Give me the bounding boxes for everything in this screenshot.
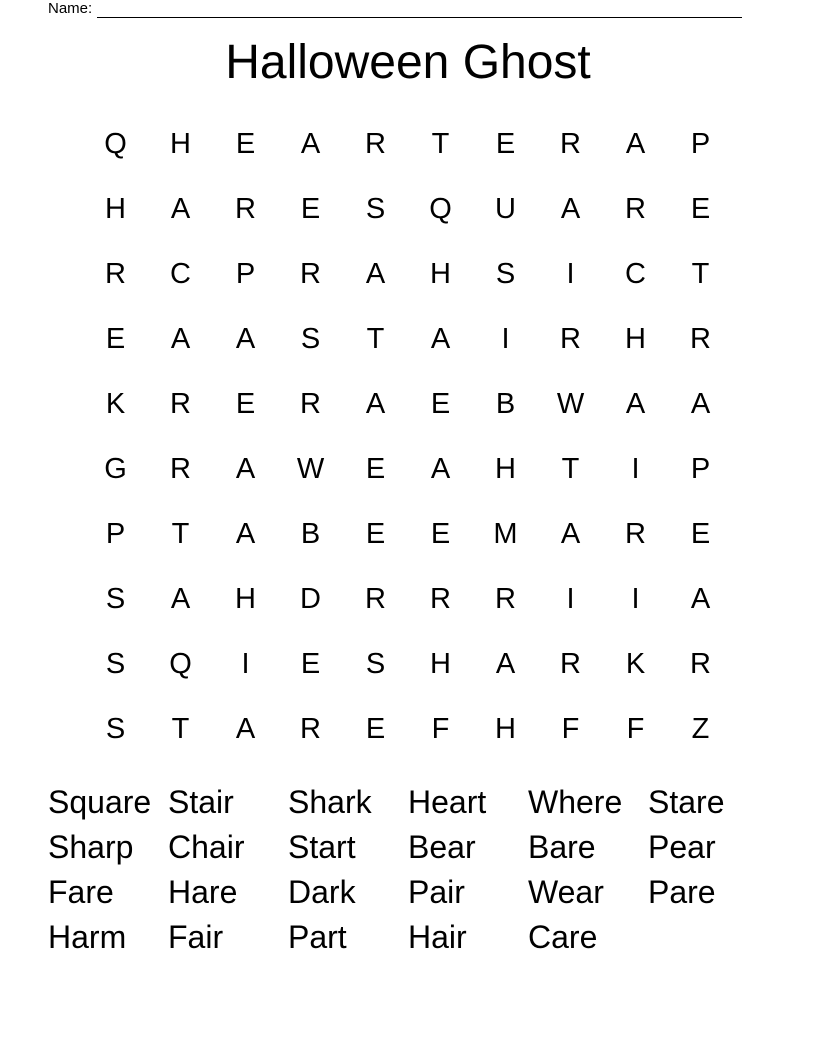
grid-letter: Z <box>691 713 710 745</box>
grid-letter: T <box>691 258 710 290</box>
grid-letter: H <box>430 648 451 680</box>
word-list-item: Bare <box>528 829 596 865</box>
name-field <box>48 0 742 18</box>
grid-letter: D <box>300 583 321 615</box>
grid-letter: K <box>625 648 646 680</box>
grid-letter: A <box>365 388 386 420</box>
grid-letter: R <box>365 128 386 160</box>
grid-letter: E <box>430 518 451 550</box>
grid-letter: H <box>495 453 516 485</box>
grid-letter: A <box>690 583 711 615</box>
letter-grid <box>83 112 733 762</box>
word-list-item: Heart <box>408 784 487 820</box>
grid-letter: A <box>430 323 451 355</box>
grid-letter: W <box>296 453 325 485</box>
grid-letter: H <box>105 193 126 225</box>
grid-letter: W <box>556 388 585 420</box>
grid-letter: P <box>235 258 256 290</box>
word-list-item: Stair <box>168 784 234 820</box>
grid-letter: R <box>300 258 321 290</box>
grid-letter: R <box>170 388 191 420</box>
grid-letter: A <box>625 388 646 420</box>
grid-letter: S <box>365 193 386 225</box>
word-list-item: Pair <box>408 874 465 910</box>
grid-letter: H <box>170 128 191 160</box>
grid-letter: R <box>690 323 711 355</box>
grid-letter: R <box>560 648 581 680</box>
grid-letter: I <box>566 583 575 615</box>
grid-letter: C <box>170 258 191 290</box>
grid-letter: I <box>566 258 575 290</box>
grid-letter: S <box>105 583 126 615</box>
grid-letter: R <box>300 713 321 745</box>
grid-letter: E <box>690 193 711 225</box>
word-list-item: Hair <box>408 919 467 955</box>
grid-letter: I <box>241 648 250 680</box>
grid-letter: E <box>105 323 126 355</box>
grid-letter: H <box>235 583 256 615</box>
grid-letter: U <box>495 193 516 225</box>
grid-letter: E <box>430 388 451 420</box>
word-list-item: Where <box>528 784 623 820</box>
grid-letter: H <box>430 258 451 290</box>
grid-letter: B <box>495 388 516 420</box>
grid-letter: I <box>631 453 640 485</box>
grid-letter: F <box>431 713 450 745</box>
word-list-item: Bear <box>408 829 476 865</box>
grid-letter: R <box>690 648 711 680</box>
grid-letter: A <box>235 453 256 485</box>
grid-letter: T <box>431 128 450 160</box>
grid-letter: F <box>626 713 645 745</box>
grid-letter: K <box>105 388 126 420</box>
grid-letter: R <box>625 193 646 225</box>
word-list-item: Pear <box>648 829 716 865</box>
grid-letter: H <box>625 323 646 355</box>
grid-letter: Q <box>429 193 452 225</box>
grid-letter: A <box>690 388 711 420</box>
word-list-item: Wear <box>528 874 604 910</box>
grid-letter: I <box>631 583 640 615</box>
grid-letter: A <box>235 323 256 355</box>
grid-letter: A <box>430 453 451 485</box>
grid-letter: R <box>300 388 321 420</box>
grid-letter: R <box>365 583 386 615</box>
word-list-item: Hare <box>168 874 238 910</box>
word-list-item: Fare <box>48 874 114 910</box>
grid-letter: E <box>300 648 321 680</box>
grid-letter: S <box>105 648 126 680</box>
grid-letter: A <box>300 128 321 160</box>
grid-letter: T <box>561 453 580 485</box>
grid-letter: A <box>170 583 191 615</box>
grid-letter: R <box>495 583 516 615</box>
grid-letter: T <box>171 713 190 745</box>
grid-letter: E <box>495 128 516 160</box>
grid-letter: H <box>495 713 516 745</box>
grid-letter: E <box>365 713 386 745</box>
grid-letter: A <box>625 128 646 160</box>
grid-letter: E <box>365 518 386 550</box>
grid-letter: C <box>625 258 646 290</box>
name-underline[interactable] <box>97 3 742 18</box>
grid-letter: E <box>235 128 256 160</box>
grid-letter: Q <box>169 648 192 680</box>
grid-letter: R <box>560 128 581 160</box>
grid-letter: R <box>560 323 581 355</box>
grid-letter: F <box>561 713 580 745</box>
word-list-item: Care <box>528 919 598 955</box>
grid-letter: A <box>495 648 516 680</box>
grid-letter: E <box>300 193 321 225</box>
grid-letter: G <box>104 453 127 485</box>
grid-letter: S <box>300 323 321 355</box>
grid-letter: E <box>365 453 386 485</box>
word-list-item: Shark <box>288 784 372 820</box>
grid-letter: P <box>690 453 711 485</box>
grid-letter: A <box>170 323 191 355</box>
word-list-item: Sharp <box>48 829 134 865</box>
word-list-item: Part <box>288 919 347 955</box>
grid-letter: A <box>560 193 581 225</box>
grid-letter: R <box>235 193 256 225</box>
grid-letter: R <box>430 583 451 615</box>
grid-letter: A <box>560 518 581 550</box>
name-label: Name: <box>48 0 93 17</box>
word-list-item: Pare <box>648 874 716 910</box>
grid-letter: M <box>493 518 518 550</box>
word-list-item: Fair <box>168 919 224 955</box>
grid-letter: T <box>171 518 190 550</box>
grid-letter: S <box>105 713 126 745</box>
grid-letter: P <box>690 128 711 160</box>
grid-letter: Q <box>104 128 127 160</box>
grid-letter: S <box>495 258 516 290</box>
word-list-item: Start <box>288 829 356 865</box>
grid-letter: S <box>365 648 386 680</box>
grid-letter: R <box>625 518 646 550</box>
grid-letter: R <box>170 453 191 485</box>
grid-letter: A <box>365 258 386 290</box>
grid-letter: A <box>170 193 191 225</box>
word-list-item: Dark <box>288 874 356 910</box>
grid-letter: A <box>235 518 256 550</box>
page-title: Halloween Ghost <box>225 36 591 89</box>
grid-letter: I <box>501 323 510 355</box>
word-list-item: Stare <box>648 784 725 820</box>
word-list-item: Chair <box>168 829 245 865</box>
word-list-item: Square <box>48 784 152 820</box>
grid-letter: E <box>690 518 711 550</box>
grid-letter: B <box>300 518 321 550</box>
word-list-item: Harm <box>48 919 127 955</box>
grid-letter: R <box>105 258 126 290</box>
grid-letter: T <box>366 323 385 355</box>
grid-letter: A <box>235 713 256 745</box>
grid-letter: E <box>235 388 256 420</box>
grid-letter: P <box>105 518 126 550</box>
